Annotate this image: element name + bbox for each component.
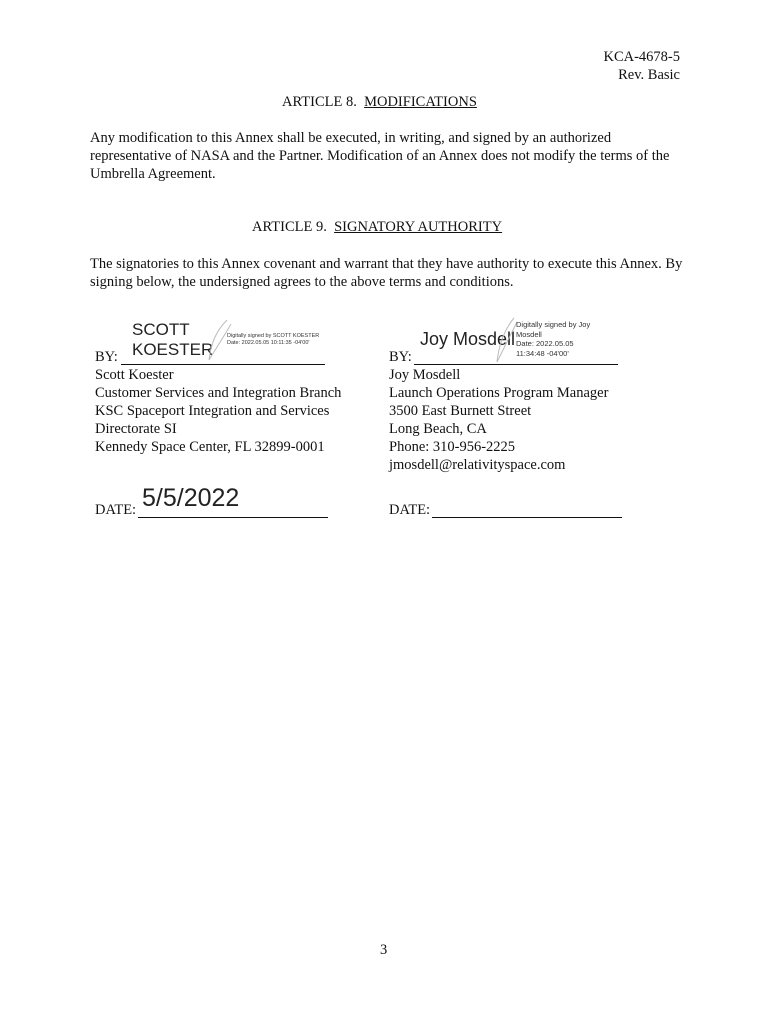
left-signatory-details: [95, 366, 341, 456]
right-digital-signature-stamp: [516, 320, 590, 358]
left-digital-stamp-line2: Date: 2022.05.05 10:11:35 -04'00': [227, 340, 310, 346]
left-signatory-division: Directorate SI: [95, 421, 177, 437]
article8-heading-title: MODIFICATIONS: [364, 94, 477, 110]
right-signatory-street: 3500 East Burnett Street: [389, 403, 532, 419]
left-signatory-org: KSC Spaceport Integration and Services: [95, 403, 330, 419]
right-signature-line: [414, 364, 618, 365]
article8-heading: [282, 94, 477, 111]
left-signatory-title: Customer Services and Integration Branch: [95, 385, 342, 401]
left-date-label: DATE:: [95, 502, 137, 518]
right-digital-stamp-line2: Mosdell: [516, 329, 542, 339]
article9-heading: [252, 219, 502, 236]
right-digital-stamp-line1: Digitally signed by Joy: [516, 320, 591, 329]
right-signatory-details: [389, 366, 608, 474]
left-signature-image: [132, 320, 213, 360]
left-digital-stamp-line1: Digitally signed by SCOTT KOESTER: [227, 333, 320, 339]
page-number: 3: [380, 942, 388, 958]
right-signatory-name: Joy Mosdell: [389, 367, 461, 383]
left-date-value: 5/5/2022: [142, 484, 240, 512]
article8-heading-prefix: ARTICLE 8.: [282, 94, 357, 110]
right-date-line: [432, 517, 622, 518]
left-signatory-name: Scott Koester: [95, 367, 174, 383]
left-by-label: BY:: [95, 349, 118, 365]
right-signatory-title: Launch Operations Program Manager: [389, 385, 609, 401]
article8-body: Any modification to this Annex shall be executed, in writing, and signed by an authorized representative of NASA and the Partner. Modification of an Annex does not modify the terms of the Umbrella Agreement.: [90, 130, 670, 182]
right-signature-image: Joy Mosdell: [420, 329, 516, 349]
left-signatory-address: Kennedy Space Center, FL 32899-0001: [95, 439, 325, 455]
right-signatory-email: jmosdell@relativityspace.com: [389, 457, 566, 473]
left-signature-line: [121, 364, 325, 365]
document-id: KCA-4678-5: [603, 49, 680, 65]
left-signature-line2: KOESTER: [132, 340, 214, 359]
article9-heading-prefix: ARTICLE 9.: [252, 219, 327, 235]
document-revision: Rev. Basic: [618, 67, 680, 83]
left-date-line: [138, 517, 328, 518]
right-date-label: DATE:: [389, 502, 431, 518]
document-header: [603, 48, 680, 84]
right-signatory-city: Long Beach, CA: [389, 421, 487, 437]
right-signatory-phone: Phone: 310-956-2225: [389, 439, 516, 455]
article9-body: The signatories to this Annex covenant and warrant that they have authority to execute this Annex. By signing below, the undersigned agrees to the above terms and conditions.: [90, 256, 683, 290]
left-signature-line1: SCOTT: [132, 320, 190, 339]
article9-heading-title: SIGNATORY AUTHORITY: [334, 219, 503, 235]
left-digital-signature-stamp: [227, 333, 319, 347]
right-digital-stamp-line3: Date: 2022.05.05: [516, 339, 574, 348]
right-digital-stamp-line4: 11:34:48 -04'00': [516, 348, 569, 358]
right-by-label: BY:: [389, 349, 412, 365]
